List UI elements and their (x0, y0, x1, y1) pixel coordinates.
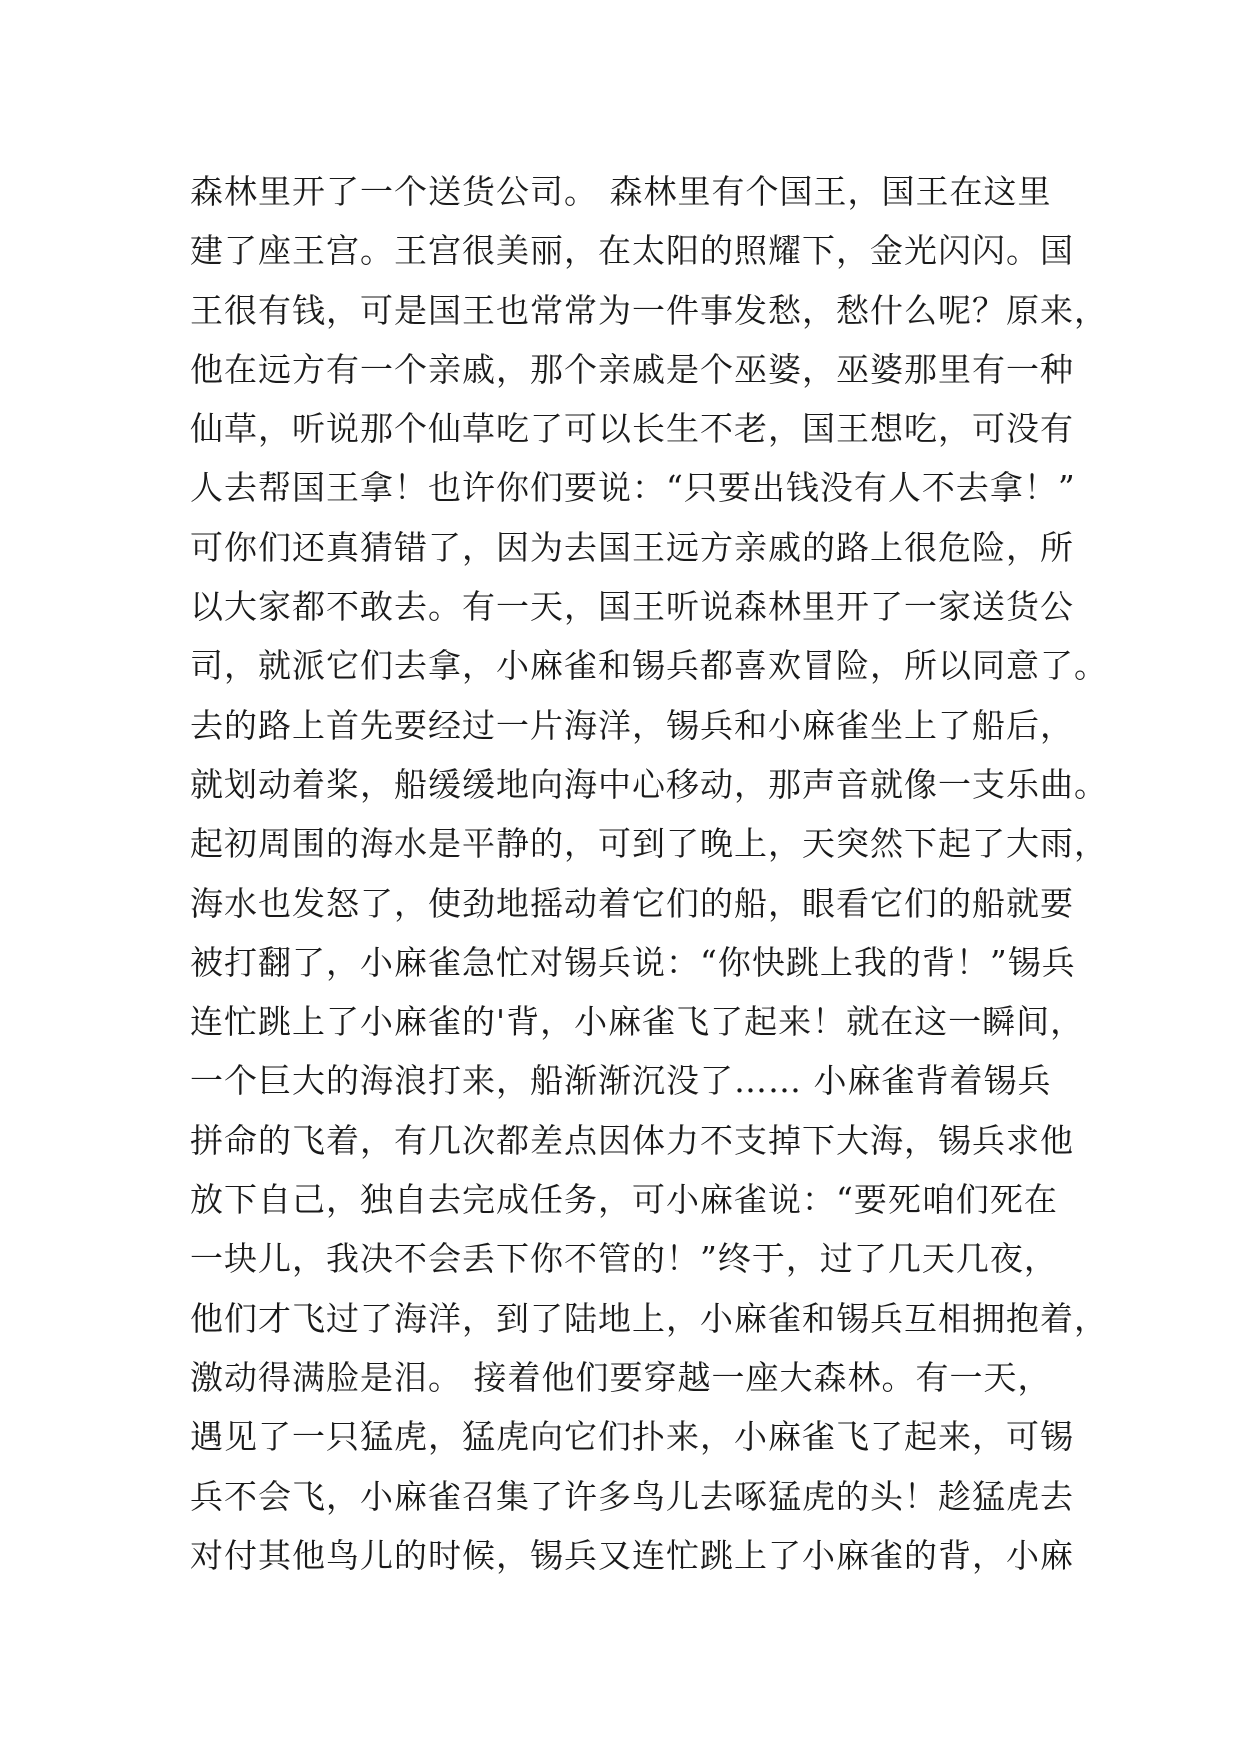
text-line: 他在远方有一个亲戚，那个亲戚是个巫婆，巫婆那里有一种 (190, 349, 1074, 389)
text-line: 司，就派它们去拿，小麻雀和锡兵都喜欢冒险，所以同意了。 (190, 646, 1108, 686)
text-line: 拼命的飞着，有几次都差点因体力不支掉下大海，锡兵求他 (190, 1120, 1074, 1160)
text-line: 就划动着桨，船缓缓地向海中心移动，那声音就像一支乐曲。 (190, 764, 1108, 804)
text-line: 森林里开了一个送货公司。 森林里有个国王，国王在这里 (190, 172, 1052, 211)
text-line: 王很有钱，可是国王也常常为一件事发愁，愁什么呢？原来， (190, 290, 1108, 330)
text-line: 连忙跳上了小麻雀的'背，小麻雀飞了起来！就在这一瞬间， (190, 1002, 1085, 1042)
text-line: 他们才飞过了海洋，到了陆地上，小麻雀和锡兵互相拥抱着， (190, 1298, 1108, 1338)
text-line: 建了座王宫。王宫很美丽，在太阳的照耀下，金光闪闪。国 (190, 231, 1074, 271)
text-line: 去的路上首先要经过一片海洋，锡兵和小麻雀坐上了船后， (190, 705, 1074, 745)
text-line: 兵不会飞，小麻雀召集了许多鸟儿去啄猛虎的头！趁猛虎去 (190, 1476, 1074, 1516)
text-line: 遇见了一只猛虎，猛虎向它们扑来，小麻雀飞了起来，可锡 (190, 1417, 1074, 1457)
text-line: 放下自己，独自去完成任务，可小麻雀说：“要死咱们死在 (190, 1180, 1058, 1220)
text-line: 激动得满脸是泪。 接着他们要穿越一座大森林。有一天， (190, 1357, 1052, 1397)
text-line: 人去帮国王拿！也许你们要说：“只要出钱没有人不去拿！” (190, 468, 1076, 508)
text-line: 以大家都不敢去。有一天，国王听说森林里开了一家送货公 (190, 587, 1074, 627)
text-line: 仙草，听说那个仙草吃了可以长生不老，国王想吃，可没有 (190, 409, 1074, 449)
text-line: 一块儿，我决不会丢下你不管的！”终于，过了几天几夜， (190, 1239, 1058, 1279)
text-line: 海水也发怒了，使劲地摇动着它们的船，眼看它们的船就要 (190, 883, 1074, 923)
text-line: 可你们还真猜错了，因为去国王远方亲戚的路上很危险，所 (190, 527, 1074, 567)
text-line: 对付其他鸟儿的时候，锡兵又连忙跳上了小麻雀的背，小麻 (190, 1535, 1074, 1575)
text-line: 一个巨大的海浪打来，船渐渐沉没了…… 小麻雀背着锡兵 (190, 1061, 1052, 1101)
text-line: 被打翻了，小麻雀急忙对锡兵说：“你快跳上我的背！”锡兵 (190, 942, 1076, 982)
text-line: 起初周围的海水是平静的，可到了晚上，天突然下起了大雨， (190, 824, 1108, 864)
story-text (190, 162, 1108, 1585)
